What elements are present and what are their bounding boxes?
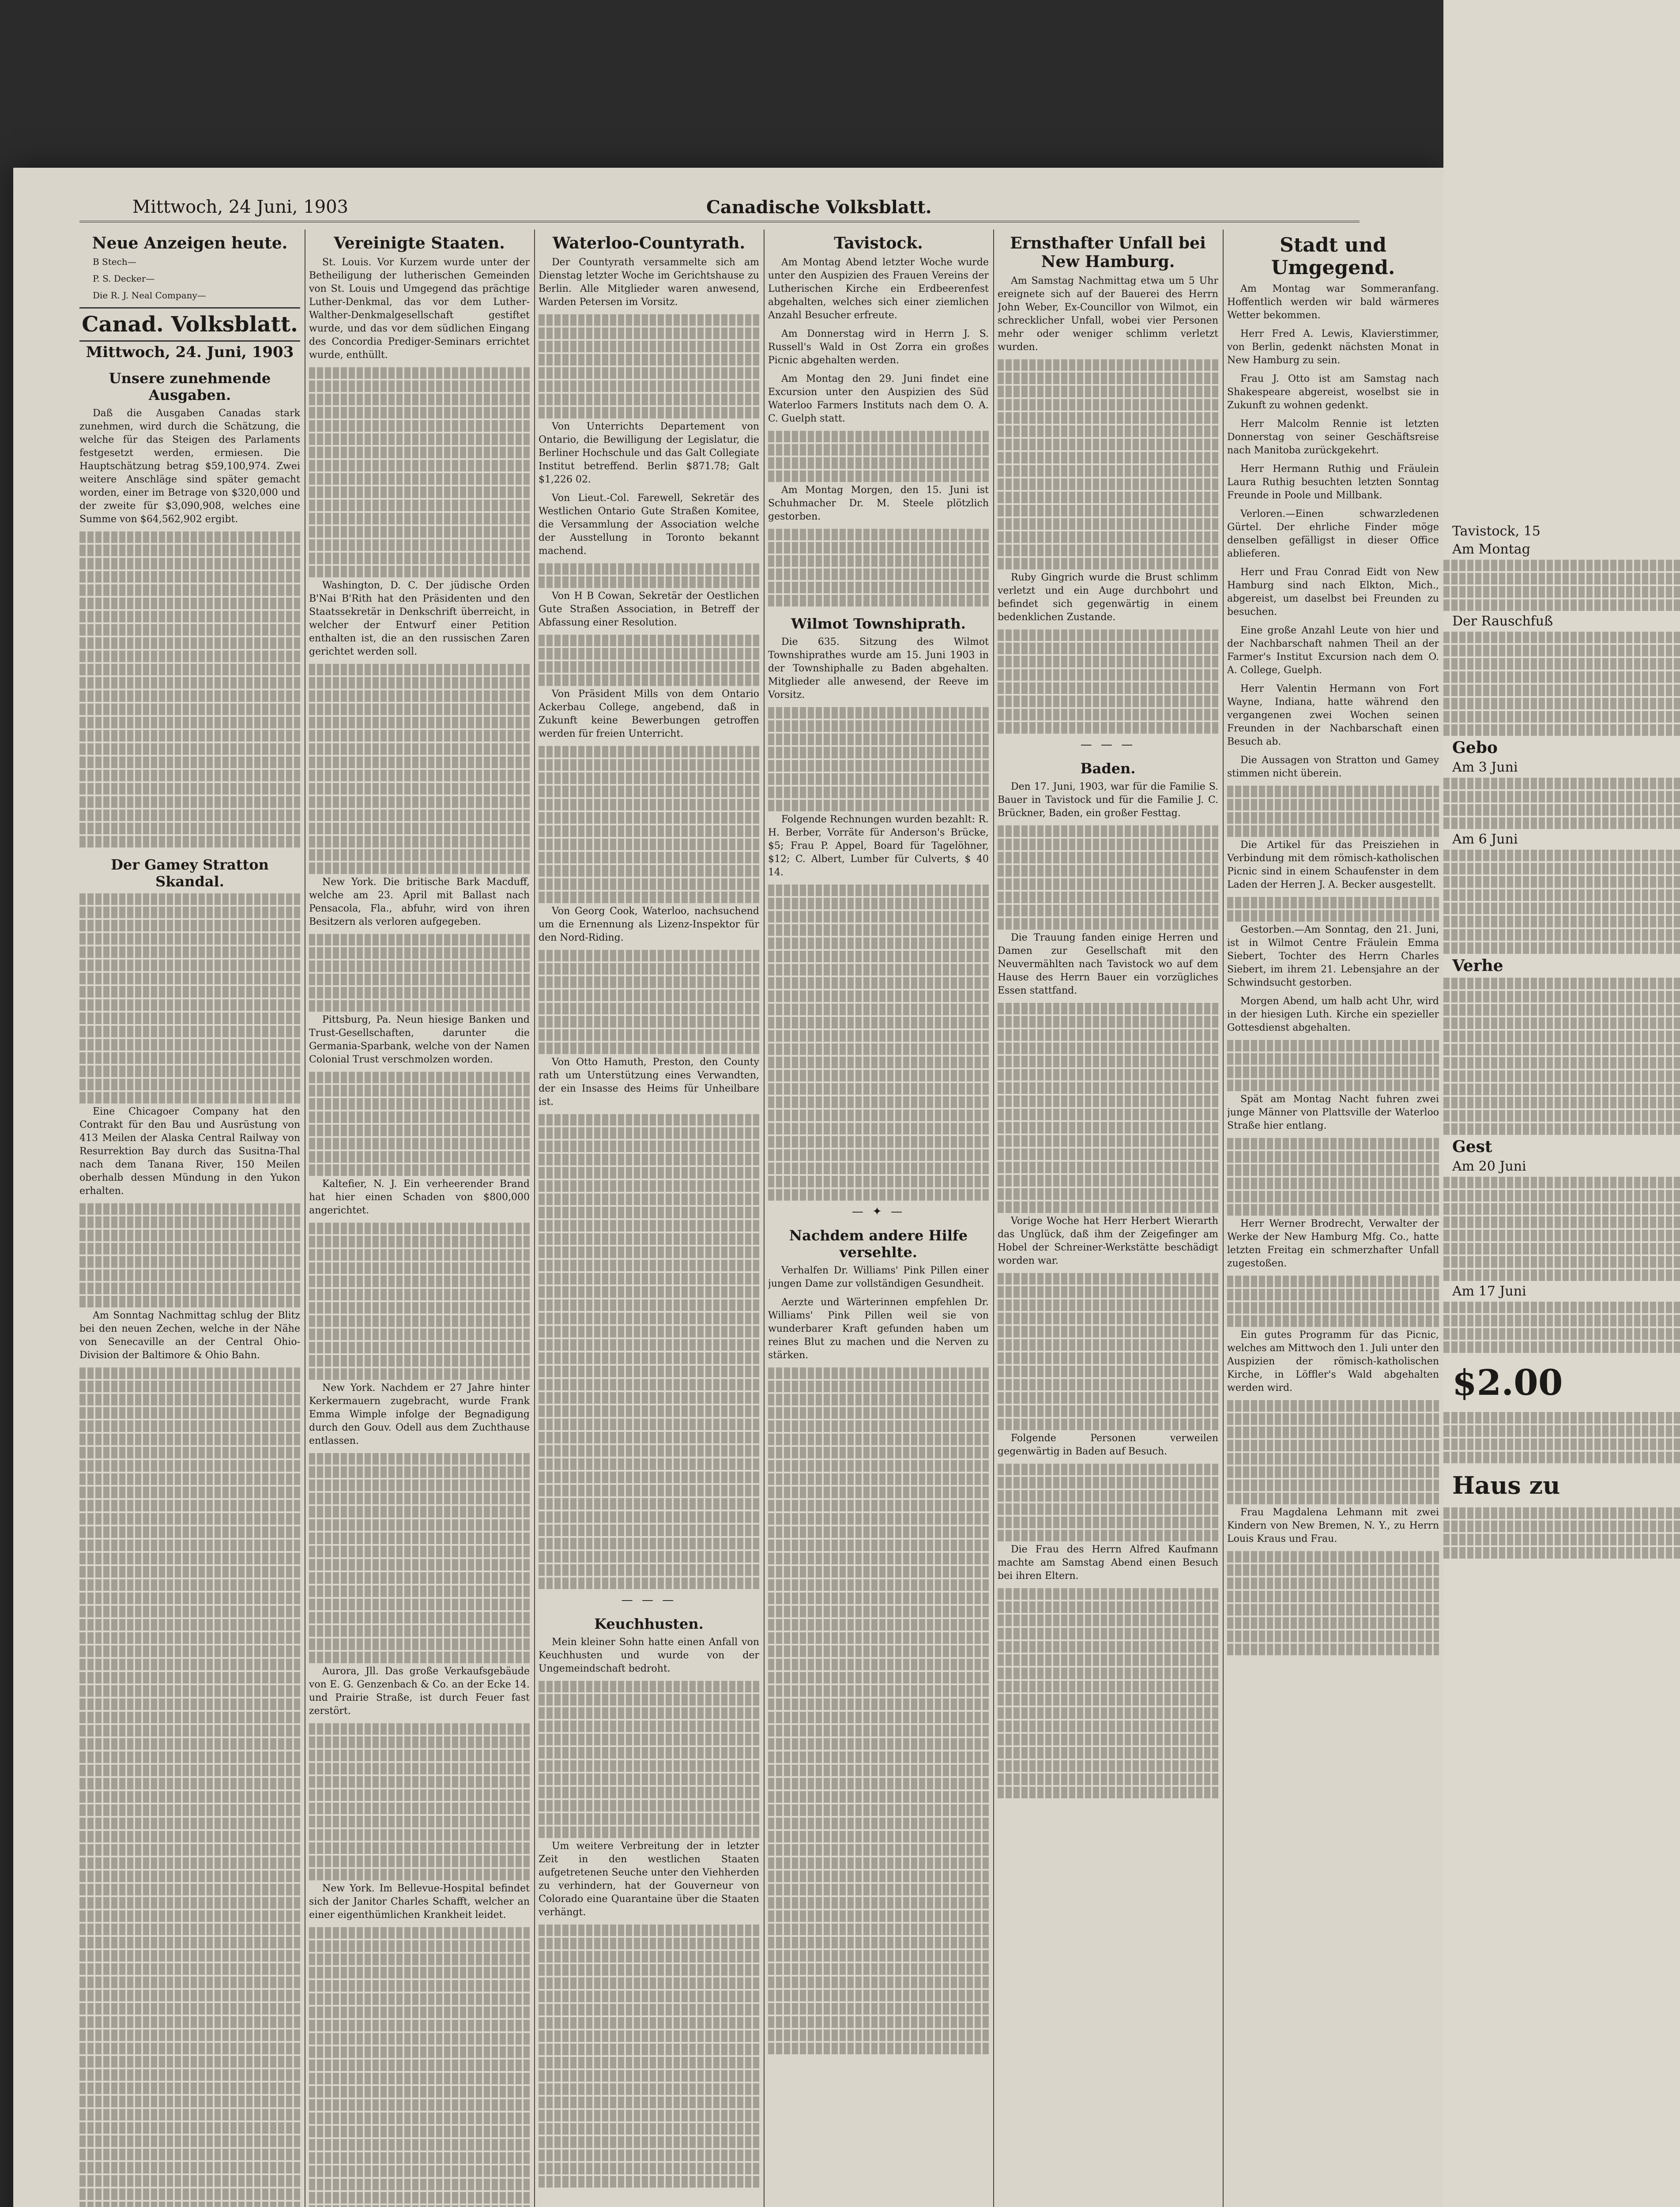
article-text: Am Donnerstag wird in Herrn J. S. Russell's Wald in Ost Zorra ein großes Picnic abgehalten werden. xyxy=(768,328,989,366)
column-1 xyxy=(79,230,300,2207)
article-text: Kaltefier, N. J. Ein verheerender Brand hat hier einen Schaden von $800,000 angerichtet. xyxy=(309,1179,530,1216)
section-title: Keuchhusten. xyxy=(594,1616,704,1632)
adjacent-line: Am 17 Juni xyxy=(1452,1284,1526,1299)
article-text: Die Frau des Herrn Alfred Kaufmann machte am Samstag Abend einen Besuch bei ihren Eltern. xyxy=(998,1544,1218,1582)
article-text: Frau Magdalena Lehmann mit zwei Kindern von New Bremen, N. Y., zu Herrn Louis Kraus und Frau. xyxy=(1227,1507,1439,1544)
article-text: Ein gutes Programm für das Picnic, welches am Mittwoch den 1. Juli unter den Auspizien der römisch-katholischen Kirche, in Löffler's Wald abgehalten werden wird. xyxy=(1227,1329,1439,1393)
running-head-title: Canadische Volksblatt. xyxy=(706,197,932,218)
section-title: Waterloo-Countyrath. xyxy=(553,234,745,252)
article-text: Herr Fred A. Lewis, Klavierstimmer, von Berlin, gedenkt nächsten Monat in New Hamburg zu sein. xyxy=(1227,328,1439,366)
article-text: Herr Valentin Hermann von Fort Wayne, Indiana, hatte während den vergangenen zwei Wochen seinen Freunden in der Nachbarschaft einen Besuch ab. xyxy=(1227,683,1439,747)
article-text: Die Aussagen von Stratton und Gamey stimmen nicht überein. xyxy=(1227,755,1439,779)
section-title: Stadt und Umgegend. xyxy=(1271,234,1395,279)
article-text: Die Artikel für das Preisziehen in Verbindung mit dem römisch-katholischen Picnic sind in einem Schaufenster in dem Laden der Herren J. A. Becker ausgestellt. xyxy=(1227,840,1439,890)
article-text: Am Sonntag Nachmittag schlug der Blitz bei den neuen Zechen, welche in der Nähe von Senecaville an der Central Ohio-Division der Baltimore & Ohio Bahn. xyxy=(79,1310,300,1361)
adjacent-line: Gest xyxy=(1452,1137,1492,1156)
column-6 xyxy=(1227,230,1439,2207)
ad-heading: Haus zu xyxy=(1452,1471,1560,1499)
adjacent-line: Tavistock, 15 xyxy=(1452,524,1541,539)
article-text: Eine große Anzahl Leute von hier und der Nachbarschaft nahmen Theil an der Farmer's Institut Excursion nach dem O. A. College, Guelph. xyxy=(1227,625,1439,676)
article-text: Am Montag war Sommeranfang. Hoffentlich werden wir bald wärmeres Wetter bekommen. xyxy=(1227,283,1439,321)
column-3: Waterloo-Countyrath. Der Countyrath versammelte sich am Dienstag letzter Woche im Gerichtshause zu Berlin. Alle Mitglieder waren anwesend, Warden Petersen im Vorsitz. Von Unterrichts Departement von Ontario, die Bewilligung der Legislatur, die Berliner Hochschule und das Galt Collegiate Institut betreffend. Berlin $871.78; Galt $1,226 02. Von Lieut.-Col. Farewell, Sekretär des Westlichen Ontario Gute Straßen Komitee, die Versammlung der Association welche der Ausstellung in Toronto bekannt machend. Von H B Cowan, Sekretär der Oestlichen Gute Straßen Association, in Betreff der Abfassung einer Resolution. Von Präsident Mills von dem Ontario Ackerbau College, angebend, daß in Zukunft keine Bewerbungen getroffen werden für freien Unterricht. Von Georg Cook, Waterloo, nachsuchend um die Ernennung als Lizenz-Inspektor für den Nord-Riding. Von Otto Hamuth, Preston, den County rath um Unterstützung eines Verwandten, der ein Insasse des Heims für Unheilbare ist. — — — Keuchhusten. Mein kleiner Sohn hatte einen Anfall von Keuchhusten und wurde von der Ungemeindschaft bedroht. Um weitere Verbreitung der in letzter Zeit in den westlichen Staaten aufgetretenen Seuche unter den Viehherden zu verhindern, hat der Gouverneur von Colorado eine Quarantaine über die Staaten verhängt. xyxy=(539,230,759,2207)
article-text: Herr Werner Brodrecht, Verwalter der Werke der New Hamburg Mfg. Co., hatte letzten Freitag ein schmerzhafter Unfall zugestoßen. xyxy=(1227,1218,1439,1269)
adjacent-line: Verhe xyxy=(1452,957,1503,975)
article-text: Am Montag den 29. Juni findet eine Excursion unter den Auspizien des Süd Waterloo Farmers Instituts nach dem O. A. C. Guelph statt. xyxy=(768,373,989,424)
article-text: Washington, D. C. Der jüdische Orden B'Nai B'Rith hat den Präsidenten und den Staatssekretär in Denkschrift überreicht, in welcher der Entwurf einer Petition enthalten ist, die an den russischen Zaren gerichtet werden soll. xyxy=(309,580,530,657)
article-text: Am Samstag Nachmittag etwa um 5 Uhr ereignete sich auf der Bauerei des Herrn John Weber, Ex-Councillor von Wilmot, ein schrecklicher Unfall, wobei vier Personen mehr oder weniger schlimm verletzt wurden. xyxy=(998,275,1218,353)
article-text: Von Georg Cook, Waterloo, nachsuchend um die Ernennung als Lizenz-Inspektor für den Nord-Riding. xyxy=(539,906,759,943)
adjacent-line: Der Rauschfuß xyxy=(1452,614,1553,629)
article-text: Von Lieut.-Col. Farewell, Sekretär des Westlichen Ontario Gute Straßen Komitee, die Versammlung der Association welche der Ausstellung in Toronto bekannt machend. xyxy=(539,493,759,557)
article-text: Frau J. Otto ist am Samstag nach Shakespeare abgereist, woselbst sie in Zukunft zu wohnen gedenkt. xyxy=(1227,373,1439,411)
article-text: Den 17. Juni, 1903, war für die Familie S. Bauer in Tavistock und für die Familie J. C. Brückner, Baden, ein großer Festtag. xyxy=(998,781,1218,819)
article-text: Am Montag Morgen, den 15. Juni ist Schuhmacher Dr. M. Steele plötzlich gestorben. xyxy=(768,485,989,522)
article-text: New York. Die britische Bark Macduff, welche am 23. April mit Ballast nach Pensacola, Fla., abfuhr, wird von ihren Besitzern als verloren aufgegeben. xyxy=(309,877,530,927)
column-4: Tavistock. Am Montag Abend letzter Woche wurde unter den Auspizien des Frauen Vereins der Lutherischen Kirche ein Erdbeerenfest abgehalten, welches sich einer ziemlichen Anzahl Besucher erfreute. Am Donnerstag wird in Herrn J. S. Russell's Wald in Ost Zorra ein großes Picnic abgehalten werden. Am Montag den 29. Juni findet eine Excursion unter den Auspizien des Süd Waterloo Farmers Instituts nach dem O. A. C. Guelph statt. Am Montag Morgen, den 15. Juni ist Schuhmacher Dr. M. Steele plötzlich gestorben. Wilmot Townshiprath. Die 635. Sitzung des Wilmot Townshiprathes wurde am 15. Juni 1903 in der Townshiphalle zu Baden abgehalten. Mitglieder alle anwesend, der Reeve im Vorsitz. Folgende Rechnungen wurden bezahlt: R. H. Berber, Vorräte für Anderson's Brücke, $5; Frau P. Appel, Board für Tagelöhner, $12; C. Albert, Lumber für Culverts, $ 40 14. — ✦ — Nachdem andere Hilfe versehlte. Verhalfen Dr. Williams' Pink Pillen einer jungen Dame zur vollständigen Gesundheit. Aerzte und Wärterinnen empfehlen Dr. Williams' Pink Pillen weil sie von wunderbarer Kraft gefunden haben um reines Blut zu machen und die Nerven zu stärken. xyxy=(768,230,989,2207)
article-text: Aerzte und Wärterinnen empfehlen Dr. Williams' Pink Pillen weil sie von wunderbarer Kraft gefunden haben um reines Blut zu machen und die Nerven zu stärken. xyxy=(768,1297,989,1361)
adjacent-line: Am 3 Juni xyxy=(1452,760,1518,775)
article-text: Folgende Rechnungen wurden bezahlt: R. H. Berber, Vorräte für Anderson's Brücke, $5; Frau P. Appel, Board für Tagelöhner, $12; C. Albert, Lumber für Culverts, $ 40 14. xyxy=(768,814,989,878)
article-text: Gestorben.—Am Sonntag, den 21. Juni, ist in Wilmot Centre Fräulein Emma Siebert, Tochter des Herrn Charles Siebert, im ihrem 21. Lebensjahre an der Schwindsucht gestorben. xyxy=(1227,924,1439,988)
article-text: Verloren.—Einen schwarzledenen Gürtel. Der ehrliche Finder möge denselben gefälligst in dieser Office ablieferen. xyxy=(1227,508,1439,559)
article-text: Herr und Frau Conrad Eidt von New Hamburg sind nach Elkton, Mich., abgereist, um daselbst bei Freunden zu besuchen. xyxy=(1227,567,1439,618)
article-text: St. Louis. Vor Kurzem wurde unter der Betheiligung der lutherischen Gemeinden von St. Louis und Umgegend das prächtige Luther-Denkmal, das vor dem Luther-Walther-Denkmalgesellschaft gestiftet wurde, und das vor dem südlichen Eingang des Concordia Prediger-Seminars errichtet wurde, enthüllt. xyxy=(309,257,530,361)
ad-line: B Stech— xyxy=(93,256,136,267)
column-2 xyxy=(309,230,530,2207)
subscription-price: $2.00 xyxy=(1452,1362,1563,1403)
masthead: Canad. Volksblatt. xyxy=(79,307,300,342)
article-text: Vorige Woche hat Herr Herbert Wierarth das Unglück, daß ihm der Zeigefinger am Hobel der Schreiner-Werkstätte beschädigt worden war. xyxy=(998,1216,1218,1266)
article-text: Eine Chicagoer Company hat den Contrakt für den Bau und Ausrüstung von 413 Meilen der Alaska Central Railway von Resurrektion Bay durch das Susitna-Thal nach dem Tanana River, 150 Meilen oberhalb dessen Mündung in den Yukon erhalten. xyxy=(79,1106,300,1197)
article-title: Der Gamey Stratton Skandal. xyxy=(111,856,269,890)
article-text: Daß die Ausgaben Canadas stark zunehmen, wird durch die Schätzung, die welche für das Steigen des Parlaments festgesetzt werden, ermiesen. Die Hauptschätzung betrag $59,100,974. Zwei weitere Anschläge sind später gemacht worden, einer im Betrage von $320,000 und der zweite für $3,090,908, welches eine Summe von $64,562,902 ergibt. xyxy=(79,408,300,525)
adjacent-line: Am 20 Juni xyxy=(1452,1159,1526,1174)
article-text: Herr Malcolm Rennie ist letzten Donnerstag von seiner Geschäftsreise nach Manitoba zurückgekehrt. xyxy=(1227,418,1439,456)
article-text: Von Unterrichts Departement von Ontario, die Bewilligung der Legislatur, die Berliner Hochschule und das Galt Collegiate Institut betreffend. Berlin $871.78; Galt $1,226 02. xyxy=(539,421,759,485)
article-text: Von H B Cowan, Sekretär der Oestlichen Gute Straßen Association, in Betreff der Abfassung einer Resolution. xyxy=(539,591,759,628)
running-head xyxy=(79,194,1360,222)
article-text: Um weitere Verbreitung der in letzter Zeit in den westlichen Staaten aufgetretenen Seuche unter den Viehherden zu verhindern, hat der Gouverneur von Colorado eine Quarantaine über die Staaten verhängt. xyxy=(539,1841,759,1918)
ad-line: P. S. Decker— xyxy=(93,273,155,284)
article-text: Am Montag Abend letzter Woche wurde unter den Auspizien des Frauen Vereins der Lutherischen Kirche ein Erdbeerenfest abgehalten, welches sich einer ziemlichen Anzahl Besucher erfreute. xyxy=(768,257,989,321)
article-text: Spät am Montag Nacht fuhren zwei junge Männer von Plattsville der Waterloo Straße hier entlang. xyxy=(1227,1094,1439,1131)
article-title: Unsere zunehmende Ausgaben. xyxy=(109,370,271,403)
section-title: Baden. xyxy=(1080,760,1136,777)
article-text: Der Countyrath versammelte sich am Dienstag letzter Woche im Gerichtshause zu Berlin. Alle Mitglieder waren anwesend, Warden Petersen im Vorsitz. xyxy=(539,257,759,308)
article-text: Die Trauung fanden einige Herren und Damen zur Gesellschaft mit den Neuvermählten nach Tavistock wo auf dem Hause des Herrn Bauer ein vorzügliches Essen stattfand. xyxy=(998,932,1218,996)
running-head-date: Mittwoch, 24 Juni, 1903 xyxy=(132,197,349,217)
section-title: Ernsthafter Unfall bei New Hamburg. xyxy=(1010,234,1206,271)
column-5: Ernsthafter Unfall bei New Hamburg. Am Samstag Nachmittag etwa um 5 Uhr ereignete sich auf der Bauerei des Herrn John Weber, Ex-Councillor von Wilmot, ein schrecklicher Unfall, wobei vier Personen mehr oder weniger schlimm verletzt wurden. Ruby Gingrich wurde die Brust schlimm verletzt und ein Auge durchbohrt und befindet sich gegenwärtig in einem bedenklichen Zustande. — — — Baden. Den 17. Juni, 1903, war für die Familie S. Bauer in Tavistock und für die Familie J. C. Brückner, Baden, ein großer Festtag. Die Trauung fanden einige Herren und Damen zur Gesellschaft mit den Neuvermählten nach Tavistock wo auf dem Hause des Herrn Bauer ein vorzügliches Essen stattfand. Vorige Woche hat Herr Herbert Wierarth das Unglück, daß ihm der Zeigefinger am Hobel der Schreiner-Werkstätte beschädigt worden war. Folgende Personen verweilen gegenwärtig in Baden auf Besuch. Die Frau des Herrn Alfred Kaufmann machte am Samstag Abend einen Besuch bei ihren Eltern. xyxy=(998,230,1218,2207)
article-text: New York. Nachdem er 27 Jahre hinter Kerkermauern zugebracht, wurde Frank Emma Wimple infolge der Begnadigung durch den Gouv. Odell aus dem Zuchthause entlassen. xyxy=(309,1382,530,1446)
section-title: Nachdem andere Hilfe versehlte. xyxy=(789,1227,968,1261)
new-ads-heading: Neue Anzeigen heute. xyxy=(92,234,288,252)
section-title: Tavistock. xyxy=(834,234,923,252)
adjacent-line: Am Montag xyxy=(1452,542,1530,557)
newspaper-page xyxy=(13,168,1443,2207)
ad-line: Die R. J. Neal Company— xyxy=(93,290,206,301)
article-text: Verhalfen Dr. Williams' Pink Pillen einer jungen Dame zur vollständigen Gesundheit. xyxy=(768,1265,989,1289)
columns xyxy=(79,230,1439,2207)
article-text: Von Otto Hamuth, Preston, den County rath um Unterstützung eines Verwandten, der ein Insasse des Heims für Unheilbare ist. xyxy=(539,1057,759,1107)
adjacent-line: Gebo xyxy=(1452,738,1498,757)
article-text: Pittsburg, Pa. Neun hiesige Banken und Trust-Gesellschaften, darunter die Germania-Sparbank, welche von der Namen Colonial Trust verschmolzen worden. xyxy=(309,1014,530,1065)
dateline: Mittwoch, 24. Juni, 1903 xyxy=(86,343,294,361)
article-text: New York. Im Bellevue-Hospital befindet sich der Janitor Charles Schafft, welcher an einer eigenthümlichen Krankheit leidet. xyxy=(309,1883,530,1921)
adjacent-page xyxy=(1443,0,1680,2207)
adjacent-line: Am 6 Juni xyxy=(1452,832,1518,847)
article-text: Ruby Gingrich wurde die Brust schlimm verletzt und ein Auge durchbohrt und befindet sich gegenwärtig in einem bedenklichen Zustande. xyxy=(998,572,1218,623)
article-text: Folgende Personen verweilen gegenwärtig in Baden auf Besuch. xyxy=(998,1433,1218,1457)
section-title: Vereinigte Staaten. xyxy=(334,234,505,252)
article-text: Von Präsident Mills von dem Ontario Ackerbau College, angebend, daß in Zukunft keine Bewerbungen getroffen werden für freien Unterricht. xyxy=(539,689,759,739)
article-text: Mein kleiner Sohn hatte einen Anfall von Keuchhusten und wurde von der Ungemeindschaft bedroht. xyxy=(539,1637,759,1674)
article-text: Die 635. Sitzung des Wilmot Townshiprathes wurde am 15. Juni 1903 in der Townshiphalle zu Baden abgehalten. Mitglieder alle anwesend, der Reeve im Vorsitz. xyxy=(768,636,989,701)
article-text: Herr Hermann Ruthig und Fräulein Laura Ruthig besuchten letzten Sonntag Freunde in Poole und Millbank. xyxy=(1227,463,1439,501)
article-text: Aurora, Jll. Das große Verkaufsgebäude von E. G. Genzenbach & Co. an der Ecke 14. und Prairie Straße, ist durch Feuer fast zerstört. xyxy=(309,1666,530,1717)
article-text: Morgen Abend, um halb acht Uhr, wird in der hiesigen Luth. Kirche ein spezieller Gottesdienst abgehalten. xyxy=(1227,996,1439,1033)
section-title: Wilmot Townshiprath. xyxy=(791,615,966,632)
